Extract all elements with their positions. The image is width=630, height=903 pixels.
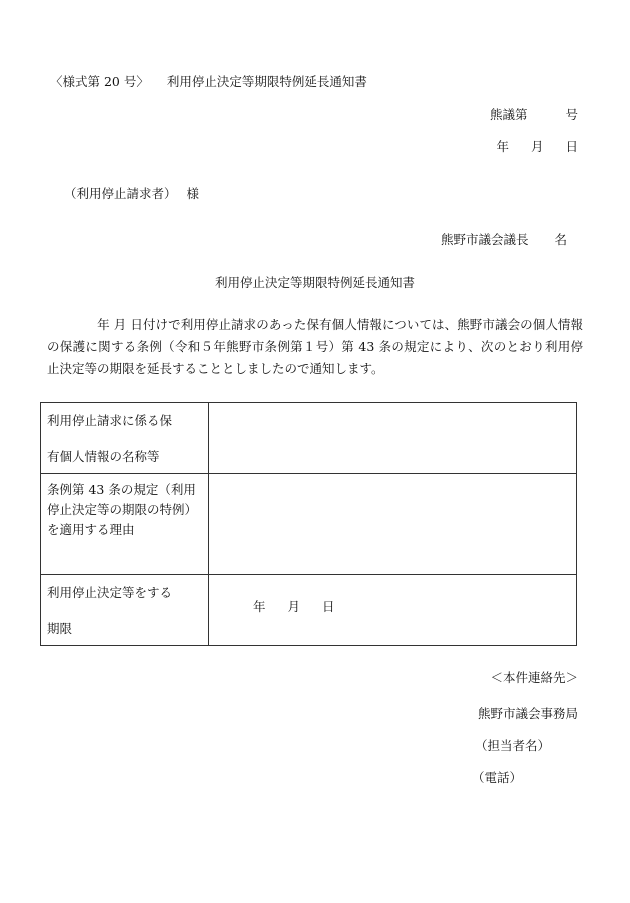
sender-name-marker: 名 [554, 232, 567, 247]
form-title: 利用停止決定等期限特例延長通知書 [166, 74, 367, 89]
row1-label-line2: 有個人情報の名称等 [47, 449, 160, 464]
issue-date [496, 137, 578, 155]
deadline-month: 月 [287, 599, 301, 614]
form-number: 〈様式第 20 号〉 [50, 74, 149, 89]
contact-heading: ＜本件連絡先＞ [490, 670, 578, 685]
addressee-honorific: 様 [186, 186, 200, 201]
addressee [64, 184, 199, 202]
document-title: 利用停止決定等期限特例延長通知書 [214, 275, 415, 290]
deadline-day: 日 [322, 599, 335, 614]
row2-label: 条例第 43 条の規定（利用停止決定等の期限の特例）を適用する理由 [41, 474, 209, 575]
info-table [40, 402, 577, 646]
row1-label [41, 403, 209, 474]
deadline-year: 年 [253, 599, 266, 614]
contact-office: 熊野市議会事務局 [477, 706, 578, 721]
table-row [41, 474, 577, 575]
body-text: 年 月 日付けで利用停止請求のあった保有個人情報については、熊野市議会の個人情報の保護に関する条例（令和５年熊野市条例第１号）第 43 条の規定により、次のとおり利用停止決定等の期限を延長することとしましたので通知します。 [47, 317, 583, 376]
row1-label-line1: 利用停止請求に係る保 [47, 413, 173, 428]
document-body [47, 314, 583, 380]
row3-label-line2: 期限 [47, 621, 73, 636]
date-year: 年 [496, 139, 509, 154]
row1-value-cell[interactable] [209, 403, 577, 474]
row3-label [41, 575, 209, 646]
addressee-name: （利用停止請求者） [64, 186, 177, 201]
reference-suffix: 号 [565, 107, 578, 122]
contact-person: （担当者名） [474, 738, 550, 753]
deadline-date [253, 597, 576, 615]
sender [441, 230, 567, 248]
row2-value-cell[interactable] [209, 474, 577, 575]
table-row [41, 403, 577, 474]
sender-title: 熊野市議会議長 [440, 232, 529, 247]
date-month: 月 [530, 139, 544, 154]
reference-prefix: 熊議第 [489, 107, 528, 122]
form-header [50, 72, 367, 90]
table-row [41, 575, 577, 646]
row3-value-cell[interactable] [209, 575, 577, 646]
row3-label-line1: 利用停止決定等をする [47, 585, 173, 600]
contact-phone: （電話） [471, 770, 522, 785]
date-day: 日 [565, 139, 578, 154]
reference-number [490, 105, 578, 123]
